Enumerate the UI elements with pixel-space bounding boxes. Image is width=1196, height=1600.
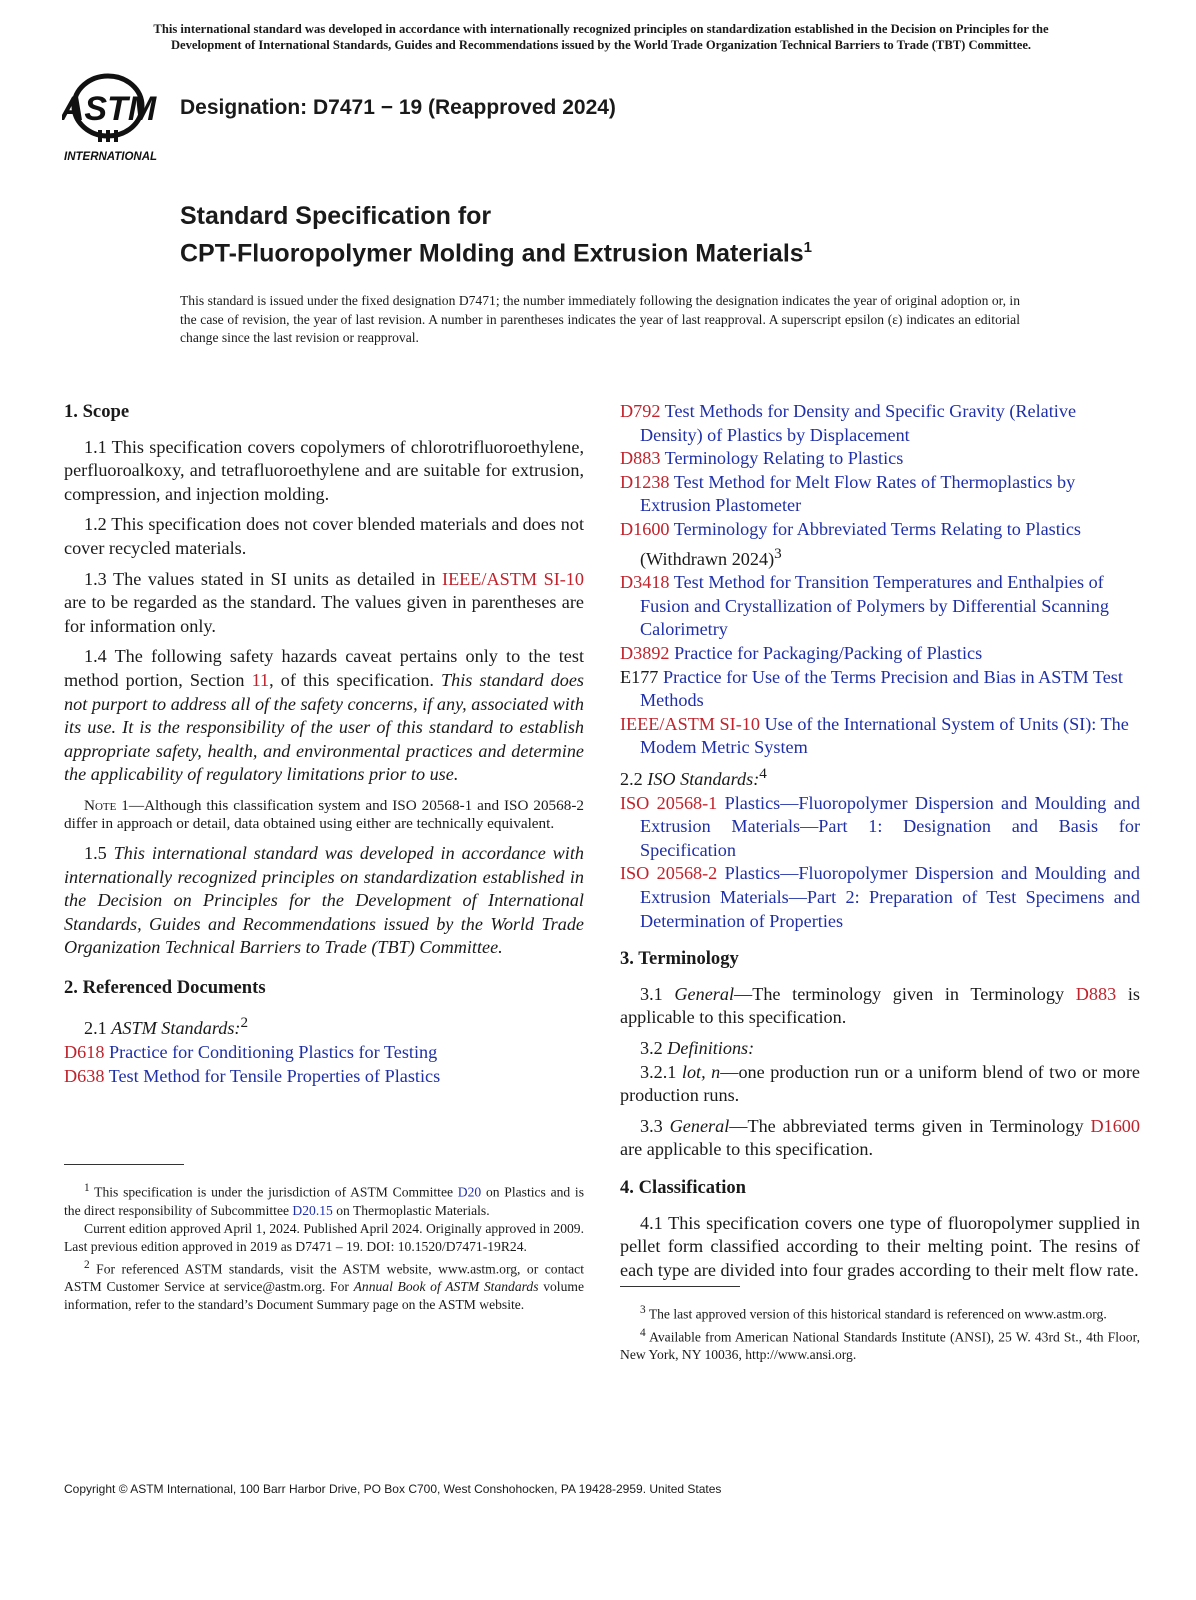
logo-caption: INTERNATIONAL (64, 151, 158, 163)
reference-title-link[interactable]: Test Method for Melt Flow Rates of Thermoplastics by Extrusion Plastometer (640, 471, 1076, 516)
para-3-2 (620, 1037, 1140, 1061)
title-footnote-mark: 1 (803, 239, 813, 256)
reference-d883 (620, 447, 1140, 471)
para-3-2-1 (620, 1061, 1140, 1108)
footnote-2 (64, 1256, 584, 1315)
link-d883[interactable]: D883 (1075, 983, 1117, 1004)
footnote-1-mark: 1 (84, 1182, 90, 1194)
reference-title-link[interactable]: Test Method for Tensile Properties of Plastics (108, 1065, 441, 1086)
para-3-2-num: 3.2 (640, 1037, 668, 1058)
reference-title-link[interactable]: Terminology for Abbreviated Terms Relating to Plastics (673, 518, 1082, 539)
copyright: Copyright © ASTM International, 100 Barr Harbor Drive, PO Box C700, West Conshohocken, PA 19428-2959. United States (64, 1482, 722, 1496)
reference-title-link[interactable]: Practice for Use of the Terms Precision and Bias in ASTM Test Methods (640, 666, 1123, 711)
top-notice-line2: Development of International Standards, Guides and Recommendations issued by the World Trade Organization Technical Barriers to Trade (TBT) Committee. (170, 38, 1032, 52)
logo-text: ASTM (62, 90, 157, 128)
reference-title-link[interactable]: Test Method for Transition Temperatures and Enthalpies of Fusion and Crystallization of Polymers by Differential Scanning Calorimetry (640, 572, 1109, 640)
section2-heading: 2. Referenced Documents (64, 976, 266, 998)
reference-title-link[interactable]: Practice for Conditioning Plastics for Testing (108, 1042, 438, 1063)
astm-logo-icon (62, 68, 174, 164)
reference-title-link[interactable]: Practice for Packaging/Packing of Plastics (674, 643, 983, 663)
footnotes-left (64, 1164, 584, 1314)
reference-d3418 (620, 571, 1140, 642)
para-1-3-pre: 1.3 The values stated in SI units as detailed in (84, 568, 443, 589)
reference-code-link[interactable]: D883 (620, 448, 661, 469)
designation: Designation: D7471 − 19 (Reapproved 2024) (180, 96, 616, 119)
para-1-3-post: are to be regarded as the standard. The values given in parentheses are for information only. (64, 592, 584, 636)
para-3-2-label: Definitions: (667, 1037, 755, 1058)
reference-code-link[interactable]: ISO 20568-2 (620, 863, 718, 884)
para-1-5-num: 1.5 (84, 842, 114, 863)
reference-d792 (620, 400, 1140, 447)
subhead-2-2-sup: 4 (759, 764, 767, 782)
subhead-2-2 (620, 762, 1140, 792)
note-1 (64, 797, 584, 834)
footnote-2-pre: For referenced ASTM standards, visit the ASTM website, www.astm.org, or contact ASTM Customer Service at service@astm.org. For (64, 1261, 584, 1295)
footnote-3-text: The last approved version of this historical standard is referenced on www.astm.org. (648, 1306, 1107, 1322)
para-3-3-text: —The abbreviated terms given in Terminology (729, 1115, 1091, 1136)
reference-d3892 (620, 642, 1140, 666)
reference-code-link[interactable]: D618 (64, 1042, 105, 1063)
para-3-1-post: is applicable to this specification. (620, 983, 1140, 1028)
footnote-1 (64, 1179, 584, 1220)
subhead-2-1 (64, 1011, 584, 1041)
reference-title-link[interactable]: Use of the International System of Units (SI): The Modem Metric System (640, 713, 1129, 758)
footnote-1-pre: This specification is under the jurisdiction of ASTM Committee (94, 1184, 458, 1200)
references-iso-list (620, 792, 1140, 934)
note-1-text: —Although this classification system and ISO 20568-1 and ISO 20568-2 differ in approach or detail, data obtained using either are technically equivalent. (64, 796, 584, 833)
title-line1: Standard Specification for (180, 202, 492, 230)
reference-code-link[interactable]: D1600 (620, 518, 670, 539)
document-title (180, 200, 812, 269)
para-3-2-1-num: 3.2.1 (640, 1061, 682, 1082)
top-notice-line1: This international standard was developed in accordance with internationally recognized principles on standardization established in the Decision on Principles for the (153, 22, 1049, 36)
reference-code-link[interactable]: D638 (64, 1065, 105, 1086)
para-3-2-1-term: lot, n (681, 1061, 721, 1082)
footnote-1-post: on Thermoplastic Materials. (332, 1202, 490, 1218)
top-notice (60, 21, 1142, 53)
references-left-list (64, 1041, 584, 1088)
reference-code-link[interactable]: D1238 (620, 471, 670, 492)
reference-d1238 (620, 471, 1140, 518)
safety-caveat: This standard does not purport to address all of the safety concerns, if any, associated with its use. It is the responsibility of the user of this standard to establish appropriate safety, health, and environmental practices and determine the applicability of regulatory limitations prior to use. (64, 669, 584, 785)
reference-code-link[interactable]: D3892 (620, 643, 670, 663)
subhead-2-1-label: ASTM Standards: (111, 1018, 241, 1039)
para-3-2-1-text: —one production run or a uniform blend of two or more production runs. (620, 1061, 1141, 1106)
note-1-label: Note 1 (84, 796, 129, 814)
left-column (64, 400, 584, 1088)
footnote-4 (620, 1324, 1140, 1365)
reference-d638 (64, 1065, 584, 1089)
subhead-2-1-num: 2.1 (84, 1018, 112, 1039)
para-1-4 (64, 645, 584, 787)
reference-iso-20568-2 (620, 862, 1140, 933)
subhead-2-2-num: 2.2 (620, 769, 648, 790)
footnote-rule-right (620, 1286, 740, 1287)
para-1-5 (64, 842, 584, 960)
section1-heading: 1. Scope (64, 401, 130, 422)
para-1-5-text: This international standard was developed in accordance with internationally recognized principles on standardization established in the Decision on Principles for the Development of International Standards, Guides and Recommendations issued by the World Trade Organization Technical Barriers to Trade (TBT) Committee. (64, 842, 585, 958)
reference-iso-20568-1 (620, 792, 1140, 863)
link-ieee-astm-si-10[interactable]: IEEE/ASTM SI-10 (442, 568, 584, 589)
footnote-2-post: volume information, refer to the standard’s Document Summary page on the ASTM website. (64, 1279, 584, 1313)
references-right-list (620, 400, 1140, 760)
issue-note: This standard is issued under the fixed designation D7471; the number immediately following the designation indicates the year of original adoption or, in the case of revision, the year of last revision. A number in parentheses indicates the year of last reapproval. A superscript epsilon (ε) indicates an editorial change since the last revision or reapproval. (180, 293, 1020, 345)
para-3-3-post: are applicable to this specification. (620, 1139, 874, 1160)
footnote-4-text: Available from American National Standards Institute (ANSI), 25 W. 43rd St., 4th Floor, New York, NY 10036, http://www.ansi.org. (620, 1329, 1140, 1363)
reference-code-link[interactable]: D792 (620, 401, 661, 421)
reference-code-link[interactable]: E177 (620, 666, 659, 687)
footnote-3 (620, 1301, 1140, 1324)
reference-d618 (64, 1041, 584, 1065)
footnote-3-mark: 3 (640, 1304, 646, 1316)
reference-e177 (620, 666, 1140, 713)
para-1-4-pre: 1.4 The following safety hazards caveat pertains only to the test method portion, Section (64, 646, 584, 690)
reference-title-link[interactable]: Test Methods for Density and Specific Gravity (Relative Density) of Plastics by Displacement (640, 401, 1077, 445)
para-1-2: 1.2 This specification does not cover blended materials and does not cover recycled materials. (64, 514, 584, 558)
title-line2-text: CPT-Fluoropolymer Molding and Extrusion Materials (180, 239, 804, 268)
subhead-2-1-sup: 2 (240, 1014, 249, 1032)
reference-code-link[interactable]: IEEE/ASTM SI-10 (620, 713, 760, 734)
reference-ieee-astm-si-10 (620, 713, 1140, 760)
para-1-3 (64, 568, 584, 639)
link-d1600-terminology[interactable]: D1600 (1090, 1115, 1140, 1136)
para-1-4-mid: , of this specification. (269, 669, 442, 690)
link-subcommittee-d20-15[interactable]: D20.15 (292, 1202, 333, 1218)
para-3-3 (620, 1115, 1140, 1162)
footnote-1-edition: Current edition approved April 1, 2024. Published April 2024. Originally approved in 2009. Last previous edition approved in 2019 as D7471 – 19. DOI: 10.1520/D7471-19R24. (64, 1220, 584, 1254)
para-3-1-num: 3.1 (640, 983, 675, 1004)
right-column (620, 400, 1140, 1289)
subhead-2-2-label: ISO Standards: (647, 769, 760, 790)
reference-title-link[interactable]: Plastics—Fluoropolymer Dispersion and Moulding and Extrusion Materials—Part 1: Designation and Basis for Specification (640, 792, 1140, 860)
link-committee-d20[interactable]: D20 (457, 1184, 482, 1200)
footnote-rule (64, 1164, 184, 1165)
para-3-3-num: 3.3 (640, 1115, 670, 1136)
section3-heading: 3. Terminology (620, 948, 739, 970)
para-3-1 (620, 983, 1140, 1030)
reference-footnote-mark: 3 (774, 544, 782, 562)
astm-logo (62, 68, 174, 164)
link-section-11[interactable]: 11 (251, 669, 270, 690)
section4-heading: 4. Classification (620, 1176, 747, 1198)
footnote-4-mark: 4 (640, 1326, 646, 1339)
reference-title-link[interactable]: Plastics—Fluoropolymer Dispersion and Moulding and Extrusion Materials—Part 2: Preparation of Test Specimens and Determination of Properties (640, 863, 1140, 931)
reference-title-link[interactable]: Terminology Relating to Plastics (664, 448, 904, 469)
title-line2 (180, 232, 812, 269)
footnote-2-italic: Annual Book of ASTM Standards (353, 1279, 539, 1295)
reference-suffix: (Withdrawn 2024) (640, 548, 775, 569)
para-4-1: 4.1 This specification covers one type of fluoropolymer supplied in pellet form classified according to their melting point. The resins of each type are divided into four grades according to their melt flow rate. (620, 1212, 1140, 1280)
reference-code-link[interactable]: D3418 (620, 572, 670, 593)
para-1-1: 1.1 This specification covers copolymers of chlorotrifluoroethylene, perfluoroalkoxy, and tetrafluoroethylene and are suitable for extrusion, compression, and injection molding. (64, 436, 584, 504)
para-3-3-label: General (669, 1115, 730, 1136)
para-3-1-label: General (674, 983, 735, 1004)
reference-code-link[interactable]: ISO 20568-1 (620, 792, 718, 813)
para-3-1-text: —The terminology given in Terminology (734, 983, 1076, 1004)
reference-d1600 (620, 518, 1140, 571)
footnote-1-mid: on Plastics and is the direct responsibility of Subcommittee (64, 1184, 585, 1218)
footnote-2-mark: 2 (84, 1258, 90, 1271)
footnotes-right (620, 1286, 1140, 1364)
